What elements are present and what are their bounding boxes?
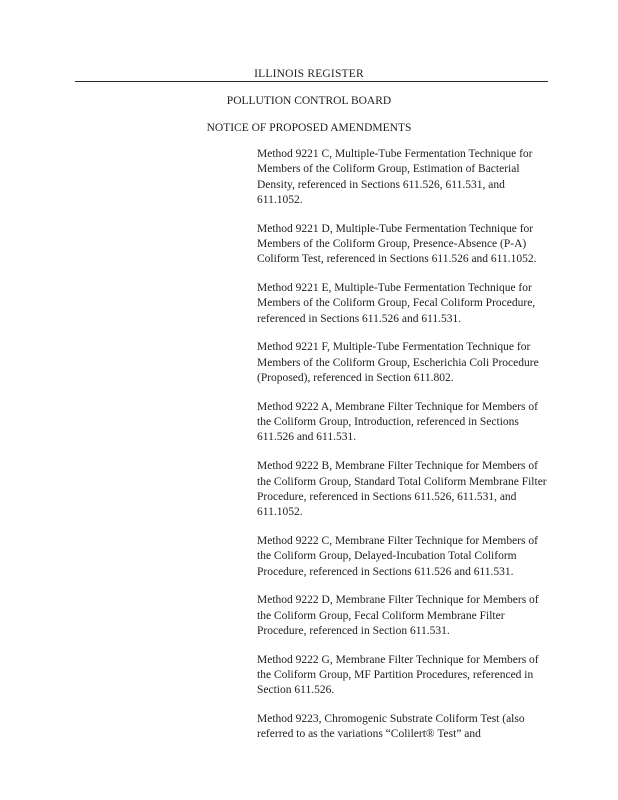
method-entry: Method 9222 A, Membrane Filter Technique for Members of the Coliform Group, Introduction, referenced in Sections 611.526 and 611.531.: [257, 400, 538, 444]
method-entry: Method 9222 B, Membrane Filter Technique for Members of the Coliform Group, Standard Total Coliform Membrane Filter Procedure, referenced in Sections 611.526, 611.531, and 611.1052.: [257, 460, 547, 519]
methods-list: [257, 147, 549, 756]
method-entry: Method 9223, Chromogenic Substrate Coliform Test (also referred to as the variations “Colilert® Test” and: [257, 713, 525, 741]
method-entry: Method 9222 C, Membrane Filter Technique for Members of the Coliform Group, Delayed-Incubation Total Coliform Procedure, referenced in Sections 611.526 and 611.531.: [257, 534, 538, 578]
method-entry: Method 9222 G, Membrane Filter Technique for Members of the Coliform Group, MF Partition Procedures, referenced in Section 611.526.: [257, 653, 539, 697]
header-rule: [75, 81, 548, 82]
method-entry: Method 9221 D, Multiple-Tube Fermentation Technique for Members of the Coliform Group, Presence-Absence (P-A) Coliform Test, referenced in Sections 611.526 and 611.1052.: [257, 222, 537, 266]
register-title: ILLINOIS REGISTER: [254, 68, 364, 80]
board-title: POLLUTION CONTROL BOARD: [226, 95, 392, 107]
method-entry: Method 9221 E, Multiple-Tube Fermentation Technique for Members of the Coliform Group, Fecal Coliform Procedure, referenced in Sections 611.526 and 611.531.: [257, 282, 536, 325]
notice-title: NOTICE OF PROPOSED AMENDMENTS: [206, 122, 412, 134]
method-entry: Method 9222 D, Membrane Filter Technique for Members of the Coliform Group, Fecal Coliform Membrane Filter Procedure, referenced in Section 611.531.: [257, 594, 539, 637]
method-entry: Method 9221 F, Multiple-Tube Fermentation Technique for Members of the Coliform Group, Escherichia Coli Procedure (Proposed), referenced in Section 611.802.: [257, 341, 539, 385]
method-entry: Method 9221 C, Multiple-Tube Fermentation Technique for Members of the Coliform Group, Estimation of Bacterial Density, referenced in Sections 611.526, 611.531, and 611.1052.: [257, 148, 533, 206]
